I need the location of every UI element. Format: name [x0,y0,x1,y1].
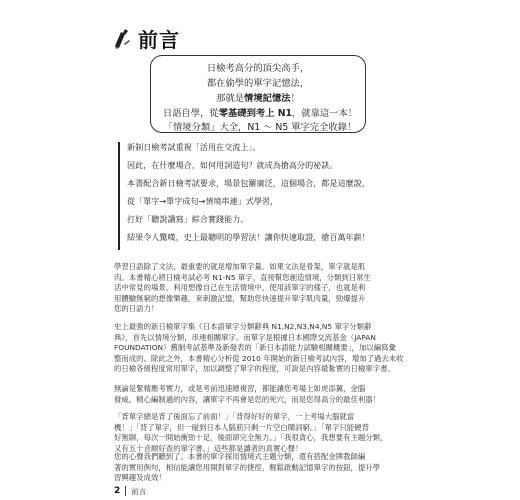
intro-line: 那就是情境記憶法！ [216,93,300,104]
intro-line: 都在偷學的單字記憶法， [206,78,310,89]
quote-line: 打好「聽說讀寫」綜合實踐能力。 [127,214,249,224]
intro-line: 日檢考高分的頂尖高手， [206,63,310,74]
page-title: 前言 [138,28,180,52]
page-number: 2 [114,486,121,496]
body-paragraph: 「背單字總是背了後面忘了前面！」「背得好好的單字，一上考場大腦就當 機！」「背了單字，但一碰到日本人腦筋只剩一片空白鬧詞窮。」「單字只能硬背 好無聊，每次一開始衝勁十足，後面卻完全無力。」「我很貪心，我想要有主題分類， 又有五十音順好查的單字書。」這些都是讀者的真實心聲！ [114,412,388,453]
quote-line: 新制日檢考試重視「活用在交流上」。 [127,142,261,152]
body-paragraph: 無論是緊精應考實力，或是考前迅速總複習，都能讓您考場上如虎添翼，金腦 發威。精心編制過的內容，讓單字不再會是您的死穴，而是您得高分的最佳利器！ [114,384,381,404]
page-footer [114,483,146,499]
quote-bar [118,142,120,250]
quote-line: 結果令人驚嘆，史上最聰明的學習法！讓你快速取證，搶百萬年薪！ [127,232,370,242]
quote-line: 因此，在什麼場合，如何用詞造句？就成為搶高分的祕訣。 [127,160,338,170]
highlight-quote [118,142,418,254]
intro-line: 日語自學，從零基礎到考上 N1，就靠這一本！ [162,108,358,119]
body-paragraph: 您的心聲我們聽到了。本書的單字採用情境式主題分類，還有搭配金牌教師編 著的實用例句，相信能讓您用開對單字的捷徑，輕鬆啟動記憶單字的按鈕，提升學 習興趣及成效！ [114,452,381,483]
quote-line: 從「單字→單字成句→情境串連」式學習， [127,196,279,206]
footer-section-label: 前言 [131,486,147,496]
body-paragraph: 史上最強的新日檢單字集《日本語單字分類辭典 N1,N2,N3,N4,N5 單字分類辭 典》，首先以情境分類，串連相關單字。而單字是根據日本國際交流基金（JAPAN FOUNDATION）舊制考試基準及新發表的「新日本語能力試驗相關概要」，加以編寫彙 整而成的。除此之外，本書精心分析從 2010 年開始的新日檢考試內容，增加了過去未收 的日檢各級程度常用單字，加以調整了單字的程度，可說是內容最紮實的日檢單字書。 [114,322,404,374]
intro-line: 「情境分類」大全，N1 ～ N5 單字完全收錄！ [163,122,357,133]
footer-divider [125,486,126,496]
pencil-icon [112,28,132,50]
quote-line: 本書配合新日檢考試要求，場景包羅廣泛，這個場合，都是這麼說， [127,178,370,188]
page-header [112,24,180,53]
body-paragraph: 學習日語除了文法，最重要的就是增加單字量。如果文法是骨架，單字就是肌 肉。本書精心將日檢考試必考 N1-N5 單字，直接幫您創造情境，分類到日常生 活中常見的場景，利用想像自己在生活情境中，使用該單字的樣子，也就是利 用體驗無窮的想像樂趣，來刺激記憶，幫助您快速提升單字肌肉量，勁爆提升 您的日語力！ [114,262,371,314]
